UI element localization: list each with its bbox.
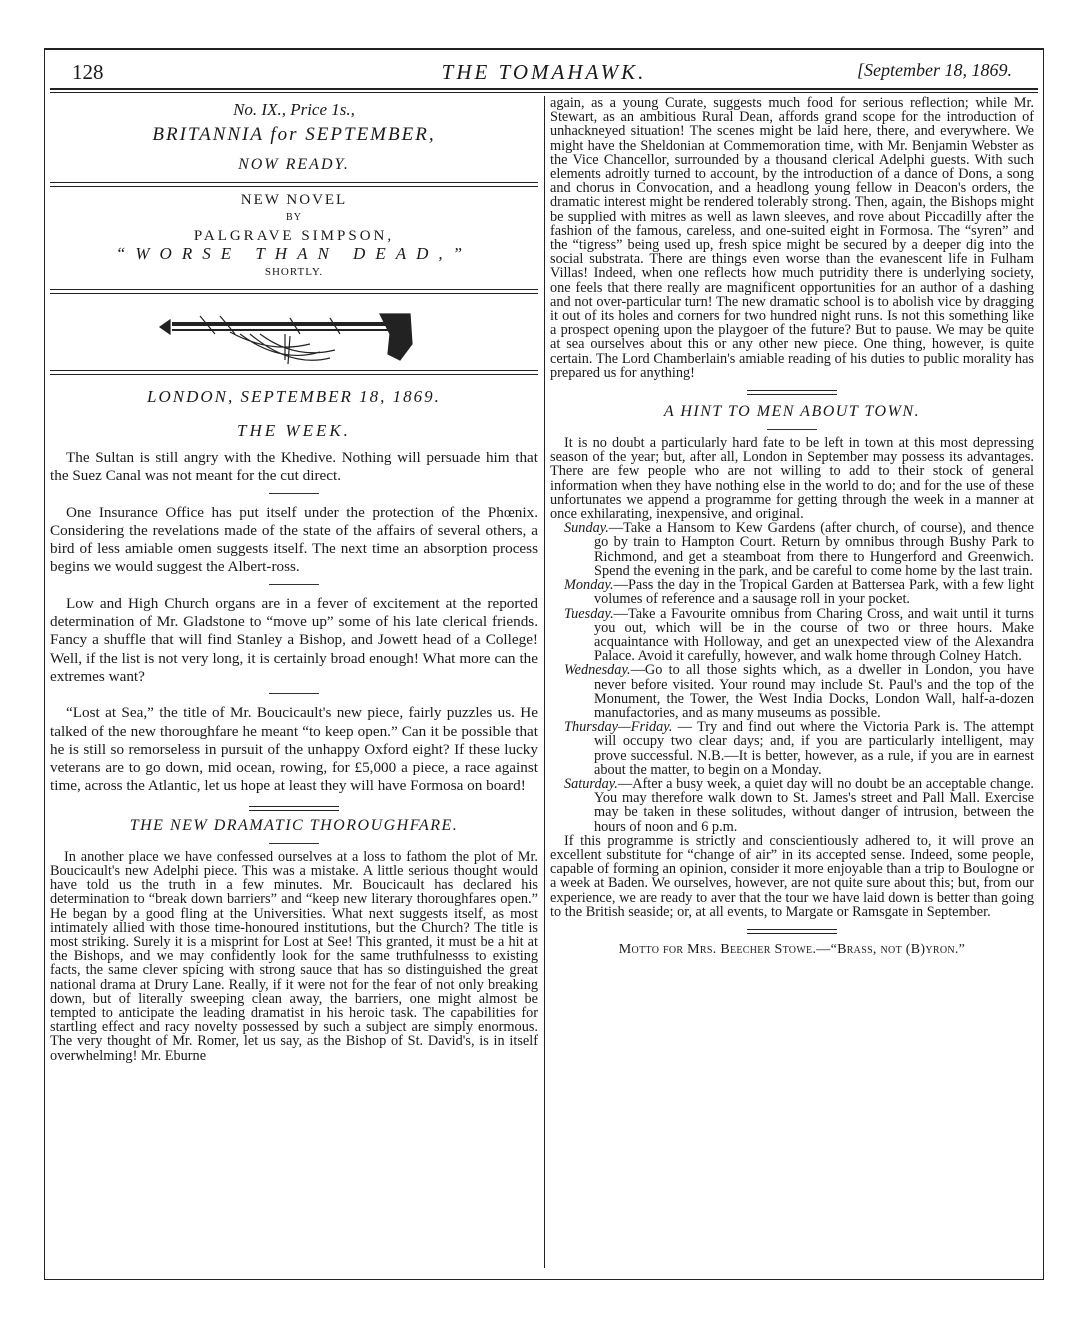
short-divider bbox=[767, 429, 817, 430]
page-header bbox=[50, 52, 1038, 92]
short-divider bbox=[269, 693, 319, 694]
week-para: The Sultan is still angry with the Khedive. Nothing will persuade him that the Suez Canal was not meant for the cut direct. bbox=[50, 449, 538, 485]
week-para: One Insurance Office has put itself under the protection of the Phœnix. Considering the revelations made of the state of the affairs of several others, a bird of less amiable omen suggests itself. The next time an absorption process begins we would suggest the Albert-ross. bbox=[50, 503, 538, 576]
section-divider bbox=[747, 390, 837, 395]
thoroughfare-title: THE NEW DRAMATIC THOROUGHFARE. bbox=[129, 816, 459, 834]
motto: Motto for Mrs. Beecher Stowe.—“Brass, not (B)yron.” bbox=[618, 941, 966, 957]
hint-day-item bbox=[550, 578, 1034, 606]
issue-date: [September 18, 1869. bbox=[857, 60, 1012, 80]
short-divider bbox=[269, 493, 319, 494]
bottom-border-rule bbox=[44, 1279, 1044, 1280]
britannia-advert bbox=[50, 100, 538, 174]
advert-issue: No. IX., Price 1s., bbox=[233, 100, 355, 119]
day-text: —Go to all those sights which, as a dweller in London, you have never before visited. Your round may include St. Paul's and the top of the Monument, the Tower, the West India Docks, London Wall, half-a-dozen manufactories, and as many museums as possible. bbox=[594, 662, 1034, 721]
column-divider bbox=[544, 96, 545, 1268]
left-border-rule bbox=[44, 48, 45, 1280]
left-column bbox=[50, 96, 538, 1063]
week-section bbox=[50, 449, 538, 796]
short-divider bbox=[269, 584, 319, 585]
section-divider bbox=[747, 929, 837, 934]
right-border-rule bbox=[1043, 48, 1044, 1280]
thoroughfare-continued: again, as a young Curate, suggests much food for serious reflection; while Mr. Stewart, as an ambitious Rural Dean, affords grand scope for the introduction of unhackneyed situation! The scenes might be laid here, there, and everywhere. We might have the Sheldonian at Commemoration time, with Mr. Benjamin Webster as the Vice Chancellor, surrounded by a thousand clerical Adelphi guests. With such elements adroitly turned to account, by the introduction of a dance of Dons, a song and chorus in Convocation, and a headlong young fellow in Deacon's orders, the dramatic interest might be rendered tolerably strong. Then, again, the Bishops might be supplied with mitres as well as lawn sleeves, and rove about Piccadilly after the fashion of the famous, careless, and one-suited eight in Formosa. The “syren” and the “tigress” being used up, fresh spice might be secured by a deeper dig into the social substrata. There are things even worse than the evanescent life in Fulham Villas! Indeed, when one reflects how much putridity there is underlying society, one feels that there really are magnificent opportunities for an author of a dashing and not over-particular turn! The new dramatic school is to abolish vice by dragging it out of its holes and corners for two hundred night runs. Is not this something like a prospect opening upon the playgoer of the future? But to pause. We may be quite at sea ourselves about this or any other new piece. One thing, however, is quite certain. The Lord Chamberlain's amiable reading of his duties to public morality has prepared us for anything! bbox=[550, 95, 1034, 381]
hint-day-item bbox=[550, 521, 1034, 578]
hint-intro: It is no doubt a particularly hard fate to be left in town at this most depressing season of the year; but, after all, London in September may possess its advantages. There are few people who are not willing to add to their stock of general information when they have nothing else in the world to do; and for the use of these unfortunates we append a programme for getting through the week in a manner at once exhilarating, inexpensive, and original. bbox=[550, 435, 1034, 523]
day-text: —After a busy week, a quiet day will no doubt be an acceptable change. You may therefore walk down to St. James's street and Pall Mall. Exercise may be taken in these solitudes, without danger of intrusion, between the hours of noon and 6 p.m. bbox=[594, 775, 1034, 835]
day-text: —Take a Hansom to Kew Gardens (after church, of course), and thence go by train to Hampton Court. Return by omnibus through Bushy Park to Richmond, and get a steamboat from there to Hungerford and Greenwich. Spend the evening in the park, and be careful to come home by the last train. bbox=[594, 520, 1034, 579]
day-text: —Take a Favourite omnibus from Charing Cross, and wait until it turns you out, which will be in the course of two or three hours. Make acquaintance with Holloway, and get an unexpected view of the Alexandra Palace. Avoid it carefully, however, and walk home through Colney Hatch. bbox=[594, 605, 1034, 665]
hint-section bbox=[550, 436, 1034, 919]
week-title: THE WEEK. bbox=[237, 421, 351, 440]
emblem-bottom-divider bbox=[50, 370, 538, 375]
advert-status: NOW READY. bbox=[238, 156, 350, 173]
hint-day-item bbox=[550, 777, 1034, 834]
thoroughfare-section bbox=[50, 850, 538, 1063]
novel-title: “WORSE THAN DEAD,” bbox=[115, 244, 473, 263]
hint-closing: If this programme is strictly and conscientiously adhered to, it will prove an excellent substitute for “change of air” in its accepted sense. Indeed, some people, capable of forming an opinion, consider it more enjoyable than a trip to Boulogne or a week at Baden. We ourselves, however, are not quite sure about this; but, from our experience, we are ready to aver that the tour we have laid down is better than going to the British seaside; or, at all events, to Margate or Ramsgate in September. bbox=[550, 832, 1034, 920]
thoroughfare-continued-section bbox=[550, 96, 1034, 380]
tomahawk-emblem-icon bbox=[50, 294, 538, 370]
hint-title: A HINT TO MEN ABOUT TOWN. bbox=[663, 403, 921, 421]
day-name: Tuesday. bbox=[564, 605, 614, 622]
week-para: Low and High Church organs are in a fever of excitement at the reported determination of Mr. Gladstone to “move up” some of his late clerical friends. Fancy a shuffle that will find Stanley a Bishop, and Jowett head of a College! Well, if the list is not very long, it is certainly broad enough! What more can the extremes want? bbox=[50, 594, 538, 685]
advert-divider bbox=[50, 182, 538, 187]
thoroughfare-text: In another place we have confessed ourselves at a loss to fathom the plot of Mr. Boucicault's new Adelphi piece. This was a mistake. A little serious thought would have told us the truth in a few minutes. Mr. Boucicault has declared his determination to “break down barriers” and “keep new literary thoroughfares open.” He began by a good fling at the Universities. What next suggests itself, as most intimately allied with those time-honoured institutions, but the Church? The title is most striking. Surely it is a misprint for Lost at See! This granted, it must be a hit at the Bishops, and we may confidently look for the same truthfulnesss to existing facts, the same clever spicing with strong sauce that has so distinguished the great national drama at Drury Lane. Really, if it were not for the fear of not only breaking down, but of literally sweeping clean away, the barriers, one might almost be tempted to anticipate the leading dramatist in his heroic task. The capabilities for startling effect and racy novelty possessed by such a subject are simply enormous. The very thought of Mr. Romer, let us say, as the Bishop of St. David's, is in itself overwhelming! Mr. Eburne bbox=[50, 848, 538, 1064]
day-text: —Pass the day in the Tropical Garden at Battersea Park, with a few light volumes of reference and a sausage roll in your pocket. bbox=[594, 577, 1034, 608]
dateline: LONDON, SEPTEMBER 18, 1869. bbox=[147, 387, 441, 406]
short-divider bbox=[269, 843, 319, 844]
advert-title: BRITANNIA for SEPTEMBER, bbox=[152, 124, 436, 145]
day-text: — Try and find out where the Victoria Park is. The attempt will occupy two clear days; and, if you are particularly intelligent, may prove successful. N.B.—It is better, however, as a rule, if you are in earnest about the matter, to begin on a Monday. bbox=[594, 719, 1034, 778]
novel-status: SHORTLY. bbox=[264, 266, 324, 278]
page-number: 128 bbox=[72, 60, 104, 84]
day-name: Sunday. bbox=[564, 520, 609, 537]
novel-by: BY bbox=[286, 212, 302, 223]
hint-day-item bbox=[550, 663, 1034, 720]
day-name: Wednesday. bbox=[564, 662, 631, 679]
novel-line: NEW NOVEL bbox=[240, 192, 348, 208]
week-para: “Lost at Sea,” the title of Mr. Boucicault's new piece, fairly puzzles us. He talked of the new thoroughfare he meant “to keep open.” Can it be possible that he is still so remorseless in pursuit of the unhappy Oxford eight? If these lucky veterans are to go down, mid ocean, rowing, for £5,000 a piece, a race against time, across the Atlantic, let us hope at least they will have Formosa on board! bbox=[50, 704, 538, 795]
masthead: THE TOMAHAWK. bbox=[441, 60, 647, 84]
day-name: Saturday. bbox=[564, 775, 618, 792]
section-divider bbox=[249, 806, 339, 811]
day-name: Thursday—Friday. bbox=[564, 719, 673, 736]
hint-day-item bbox=[550, 720, 1034, 777]
header-rule bbox=[50, 88, 1038, 90]
novel-advert bbox=[50, 191, 538, 281]
header-rule-thin bbox=[50, 92, 1038, 93]
top-border-rule bbox=[44, 48, 1044, 50]
novel-author: PALGRAVE SIMPSON, bbox=[193, 228, 395, 244]
hint-day-item bbox=[550, 607, 1034, 664]
right-column bbox=[550, 96, 1034, 958]
day-name: Monday. bbox=[564, 577, 614, 594]
